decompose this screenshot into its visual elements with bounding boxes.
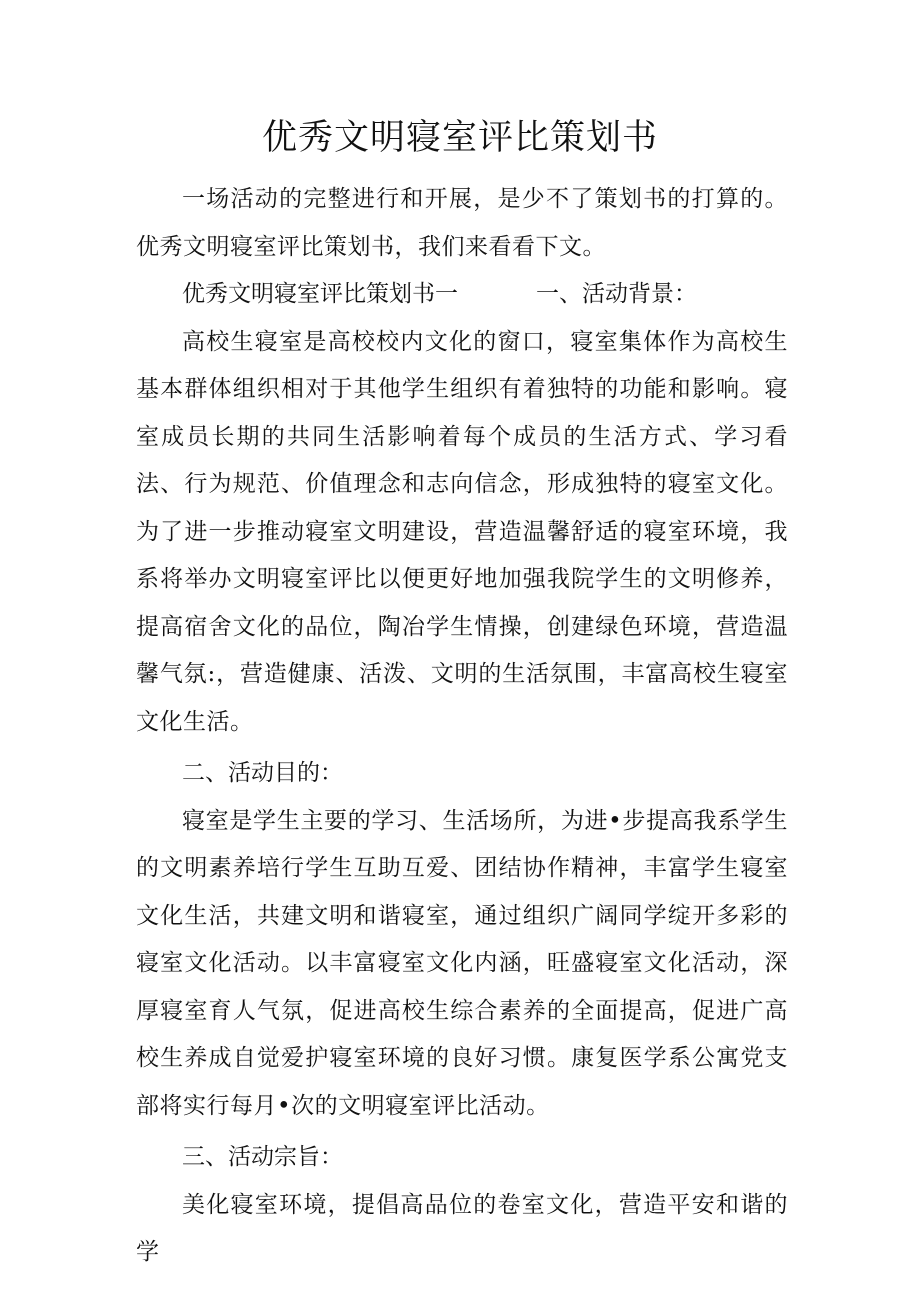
purpose-paragraph: 寝室是学生主要的学习、生活场所，为进•步提高我系学生的文明素养培行学生互助互爱、团结协作精神，丰富学生寝室文化生活，共建文明和谐寝室，通过组织广阔同学绽开多彩的寝室文化活动。以丰富寝室文化内涵，旺盛寝室文化活动，深厚寝室育人气氛，促进高校生综合素养的全面提高，促进广高校生养成自觉爱护寝室环境的良好习惯。康复医学系公寓党支部将实行每月•次的文明寝室评比活动。: [136, 807, 788, 1119]
aim-paragraph: 美化寝室环境，提倡高品位的卷室文化，营造平安和谐的学: [136, 1191, 788, 1265]
document-title: 优秀文明寝室评比策划书: [261, 118, 658, 158]
background-paragraph: 高校生寝室是高校校内文化的窗口，寝室集体作为高校生基本群体组织相对于其他学生组织有着独特的功能和影响。寝室成员长期的共同生活影响着每个成员的生活方式、学习看法、行为规范、价值理念和志向信念，形成独特的寝室文化。为了进一步推动寝室文明建设，营造温馨舒适的寝室环境，我系将举办文明寝室评比以便更好地加强我院学生的文明修养，提高宿舍文化的品位，陶冶学生情操，创建绿色环境，营造温馨气氛:，营造健康、活泼、文明的生活氛围，丰富高校生寝室文化生活。: [136, 328, 788, 735]
intro-paragraph: 一场活动的完整进行和开展，是少不了策划书的打算的。优秀文明寝室评比策划书，我们来看看下文。: [136, 186, 788, 260]
section3-heading: 三、活动宗旨：: [182, 1144, 343, 1170]
section2-heading: 二、活动目的：: [182, 760, 343, 786]
subtitle-row: [136, 271, 788, 319]
section1-heading: 一、活动背景：: [536, 281, 697, 307]
document-body: [136, 176, 788, 1277]
subtitle-left: 优秀文明寝室评比策划书一: [182, 281, 458, 307]
